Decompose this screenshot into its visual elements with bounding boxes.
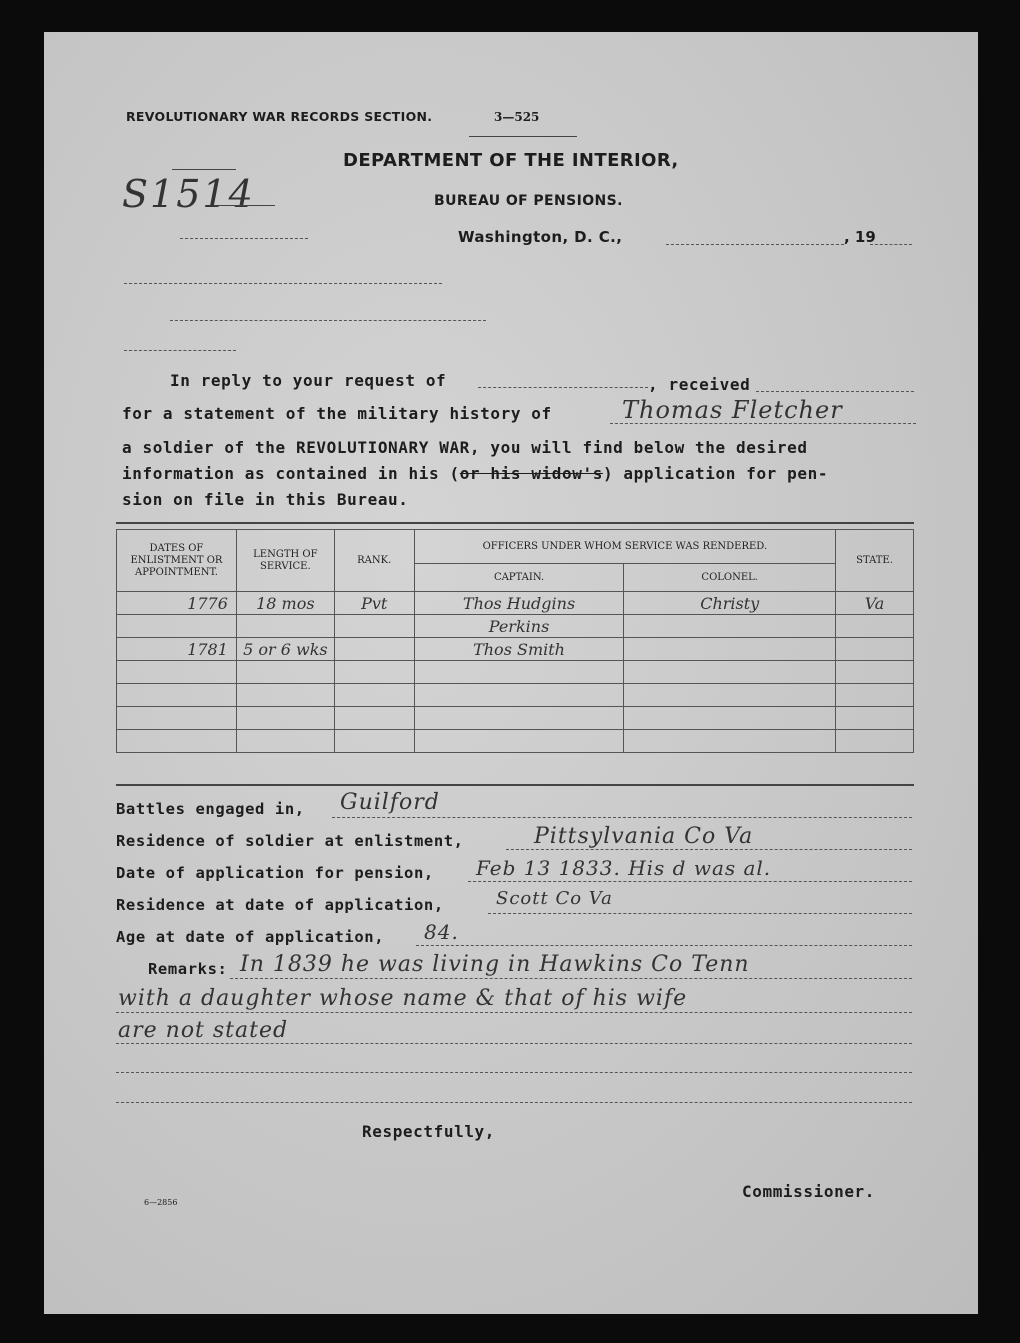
table-row: [117, 730, 914, 753]
table-row: [117, 707, 914, 730]
letter-line-3: a soldier of the REVOLUTIONARY WAR, you will find below the desired: [122, 438, 808, 457]
file-line-2: [214, 205, 275, 206]
cell-state: [836, 730, 914, 753]
residence-enlistment-label: Residence of soldier at enlistment,: [116, 832, 464, 850]
cell-date: 1781: [117, 638, 237, 661]
letter-line-2: for a statement of the military history of: [122, 404, 552, 423]
department-title: DEPARTMENT OF THE INTERIOR,: [343, 150, 679, 171]
residence-application-label: Residence at date of application,: [116, 896, 444, 914]
remarks-rule-2: [116, 1012, 912, 1013]
cell-captain: [414, 707, 624, 730]
cell-captain: Thos Hudgins: [414, 592, 624, 615]
letter-line-4: [122, 464, 828, 483]
cell-length: 5 or 6 wks: [236, 638, 334, 661]
remarks-rule-3: [116, 1043, 912, 1044]
received-line: [756, 391, 914, 392]
file-line-1: [172, 169, 236, 170]
cell-date: [117, 684, 237, 707]
cell-length: [236, 684, 334, 707]
table-top-rule: [116, 522, 914, 524]
cell-rank: [334, 684, 414, 707]
remarks-rule-1: [230, 978, 912, 979]
cell-rank: Pvt: [334, 592, 414, 615]
remarks-rule-5: [116, 1102, 912, 1103]
address-line-3: [170, 320, 486, 321]
residence-application-value: Scott Co Va: [496, 888, 613, 909]
remarks-rule-4: [116, 1072, 912, 1073]
cell-captain: Thos Smith: [414, 638, 624, 661]
cell-captain: Perkins: [414, 615, 624, 638]
table-row: [117, 615, 914, 638]
received-label: , received: [648, 375, 751, 394]
cell-colonel: Christy: [624, 592, 836, 615]
cell-colonel: [624, 707, 836, 730]
residence-enlistment-line: [506, 849, 912, 850]
letter-line-5: sion on file in this Bureau.: [122, 490, 409, 509]
header-colonel: COLONEL.: [624, 564, 836, 592]
cell-date: [117, 615, 237, 638]
age-line: [416, 945, 912, 946]
soldier-name: Thomas Fletcher: [622, 396, 843, 424]
form-number: 3—525: [494, 110, 540, 124]
cell-length: [236, 615, 334, 638]
letter-line-4-end: ) application for pen-: [602, 464, 829, 483]
table-row: [117, 684, 914, 707]
application-date-line: [468, 881, 912, 882]
application-date-label: Date of application for pension,: [116, 864, 434, 882]
cell-date: 1776: [117, 592, 237, 615]
cell-length: 18 mos: [236, 592, 334, 615]
form-number-underline: [469, 136, 577, 137]
table-bottom-rule: [116, 784, 914, 786]
cell-colonel: [624, 684, 836, 707]
place-date-label: Washington, D. C.,: [458, 228, 623, 246]
year-line: [870, 244, 912, 245]
respectfully: Respectfully,: [362, 1122, 496, 1141]
battles-label: Battles engaged in,: [116, 800, 305, 818]
cell-rank: [334, 730, 414, 753]
cell-colonel: [624, 661, 836, 684]
cell-state: [836, 684, 914, 707]
cell-rank: [334, 615, 414, 638]
soldier-name-line: [610, 423, 916, 424]
cell-length: [236, 661, 334, 684]
commissioner: Commissioner.: [742, 1182, 876, 1201]
remarks-label: Remarks:: [148, 960, 228, 978]
address-line-4: [124, 350, 236, 351]
cell-state: [836, 615, 914, 638]
pension-record-page: [44, 32, 978, 1314]
address-line-2: [124, 283, 442, 284]
year-label: , 19: [844, 228, 876, 246]
widow-strikethrough: or his widow's: [459, 464, 603, 483]
cell-rank: [334, 638, 414, 661]
table-row: [117, 661, 914, 684]
cell-date: [117, 707, 237, 730]
remarks-line-1: In 1839 he was living in Hawkins Co Tenn: [240, 952, 750, 977]
cell-state: [836, 707, 914, 730]
application-date-value: Feb 13 1833. His d was al.: [476, 856, 772, 880]
cell-captain: [414, 684, 624, 707]
cell-colonel: [624, 615, 836, 638]
cell-colonel: [624, 730, 836, 753]
cell-captain: [414, 730, 624, 753]
table-row: [117, 638, 914, 661]
header-officers: OFFICERS UNDER WHOM SERVICE WAS RENDERED.: [414, 530, 835, 564]
request-date-line: [478, 387, 648, 388]
residence-application-line: [488, 913, 912, 914]
service-table: [116, 529, 914, 753]
header-rank: RANK.: [334, 530, 414, 592]
cell-rank: [334, 661, 414, 684]
age-label: Age at date of application,: [116, 928, 385, 946]
address-line-1: [180, 238, 308, 239]
remarks-line-2: with a daughter whose name & that of his wife: [118, 986, 688, 1011]
battles-line: [332, 817, 912, 818]
header-length: LENGTH OF SERVICE.: [236, 530, 334, 592]
table-row: [117, 592, 914, 615]
date-line: [666, 244, 844, 245]
print-code: 6—2856: [144, 1198, 178, 1207]
letter-line-1: [170, 371, 446, 390]
residence-enlistment-value: Pittsylvania Co Va: [534, 824, 754, 849]
header-state: STATE.: [836, 530, 914, 592]
cell-colonel: [624, 638, 836, 661]
bureau-title: BUREAU OF PENSIONS.: [434, 193, 623, 209]
cell-captain: [414, 661, 624, 684]
age-value: 84.: [424, 920, 459, 944]
battles-value: Guilford: [340, 790, 440, 815]
cell-date: [117, 730, 237, 753]
remarks-line-3: are not stated: [118, 1018, 289, 1043]
header-dates: DATES OF ENLISTMENT OR APPOINTMENT.: [117, 530, 237, 592]
cell-state: Va: [836, 592, 914, 615]
cell-length: [236, 730, 334, 753]
request-label: In reply to your request of: [170, 371, 447, 390]
cell-rank: [334, 707, 414, 730]
cell-date: [117, 661, 237, 684]
header-captain: CAPTAIN.: [414, 564, 624, 592]
section-title: REVOLUTIONARY WAR RECORDS SECTION.: [126, 109, 433, 124]
cell-state: [836, 661, 914, 684]
cell-length: [236, 707, 334, 730]
letter-line-4-start: information as contained in his (: [122, 464, 460, 483]
file-number: S1514: [122, 172, 255, 216]
cell-state: [836, 638, 914, 661]
